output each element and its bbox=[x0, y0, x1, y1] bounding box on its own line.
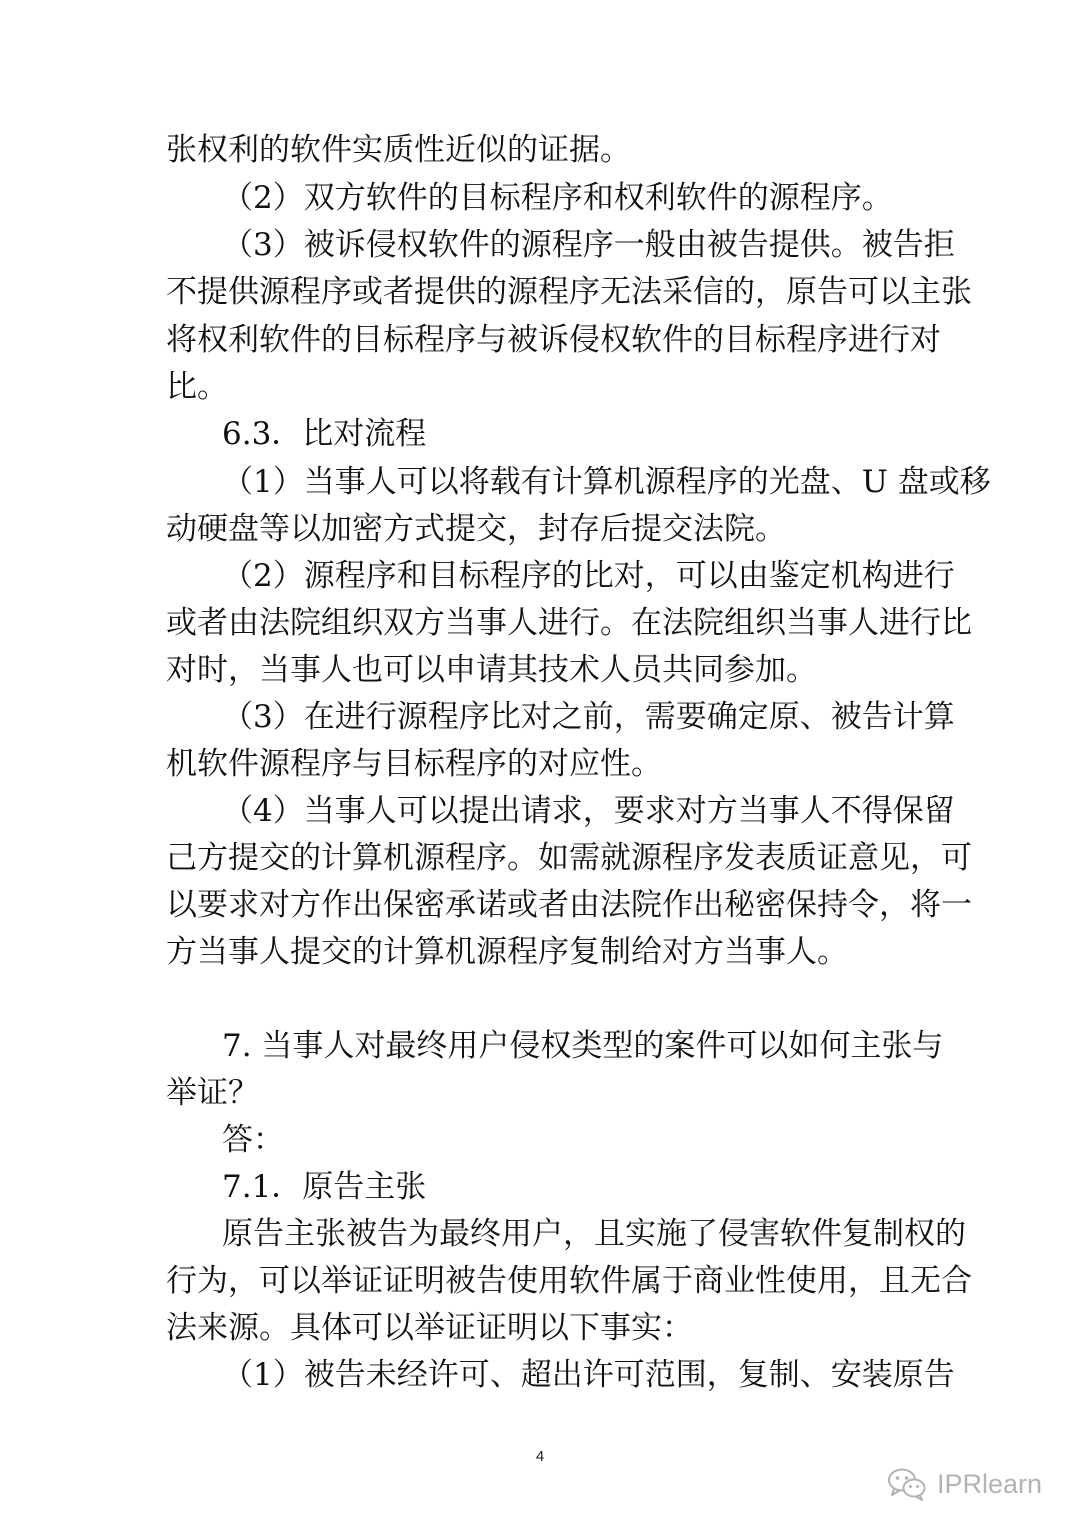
text-line: 方当事人提交的计算机源程序复制给对方当事人。 bbox=[166, 934, 848, 970]
text-line: （3）被诉侵权软件的源程序一般由被告提供。被告拒 bbox=[222, 227, 955, 263]
text-line: 机软件源程序与目标程序的对应性。 bbox=[166, 746, 662, 782]
watermark-text: IPRlearn bbox=[936, 1468, 1042, 1499]
text-line: 7.1．原告主张 bbox=[222, 1169, 427, 1205]
text-line: （3）在进行源程序比对之前，需要确定原、被告计算 bbox=[222, 699, 955, 735]
text-line: （1）当事人可以将载有计算机源程序的光盘、U 盘或移 bbox=[222, 464, 991, 500]
text-line: 不提供源程序或者提供的源程序无法采信的，原告可以主张 bbox=[166, 274, 972, 310]
watermark bbox=[887, 1462, 1042, 1506]
text-line: （2）双方软件的目标程序和权利软件的源程序。 bbox=[222, 180, 893, 216]
page-number: 4 bbox=[535, 1448, 545, 1465]
text-line: 张权利的软件实质性近似的证据。 bbox=[166, 132, 631, 168]
text-line: （2）源程序和目标程序的比对，可以由鉴定机构进行 bbox=[222, 558, 955, 594]
text-line: 行为，可以举证证明被告使用软件属于商业性使用，且无合 bbox=[166, 1263, 972, 1299]
wechat-icon bbox=[887, 1467, 927, 1501]
text-line: 举证？ bbox=[166, 1075, 259, 1111]
text-line: 7. 当事人对最终用户侵权类型的案件可以如何主张与 bbox=[222, 1028, 944, 1064]
text-line: 将权利软件的目标程序与被诉侵权软件的目标程序进行对 bbox=[166, 322, 941, 358]
text-line: 或者由法院组织双方当事人进行。在法院组织当事人进行比 bbox=[166, 605, 972, 641]
text-line: 对时，当事人也可以申请其技术人员共同参加。 bbox=[166, 652, 817, 688]
text-line: 答： bbox=[222, 1122, 284, 1158]
text-line: 己方提交的计算机源程序。如需就源程序发表质证意见，可 bbox=[166, 840, 972, 876]
text-line: 以要求对方作出保密承诺或者由法院作出秘密保持令，将一 bbox=[166, 887, 972, 923]
text-line: （1）被告未经许可、超出许可范围，复制、安装原告 bbox=[222, 1357, 955, 1393]
text-line: 6.3．比对流程 bbox=[222, 416, 427, 452]
text-line: 比。 bbox=[166, 369, 228, 405]
text-line: 法来源。具体可以举证证明以下事实： bbox=[166, 1310, 693, 1346]
text-line: 原告主张被告为最终用户，且实施了侵害软件复制权的 bbox=[222, 1216, 966, 1252]
text-line: 动硬盘等以加密方式提交，封存后提交法院。 bbox=[166, 511, 786, 547]
text-line: （4）当事人可以提出请求，要求对方当事人不得保留 bbox=[222, 793, 955, 829]
